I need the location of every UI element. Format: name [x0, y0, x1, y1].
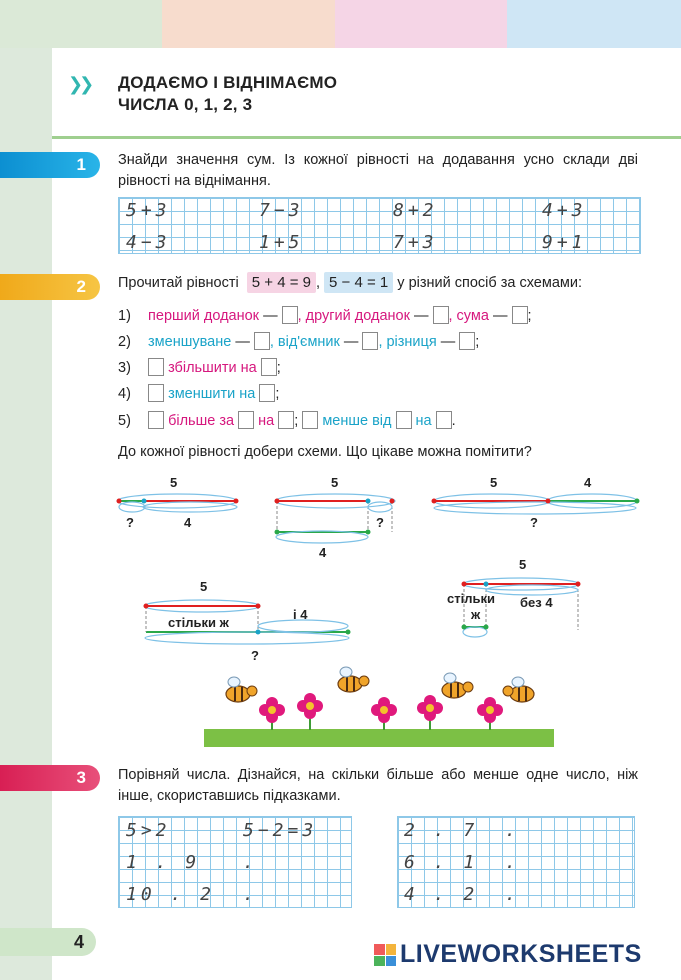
task1-r2c3: 7+3 [393, 232, 438, 253]
point [144, 604, 149, 609]
task1-r1c4: 4+3 [542, 200, 587, 221]
point [346, 630, 351, 635]
answer-box[interactable] [512, 306, 528, 324]
point [366, 499, 371, 504]
title-divider [52, 136, 681, 139]
task-number-3: 3 [0, 765, 100, 791]
bees-flowers-illustration [214, 662, 554, 732]
bracket-arc [463, 627, 487, 637]
label-bottom: 4 [319, 545, 327, 560]
point [432, 499, 437, 504]
bee-icon [338, 667, 369, 692]
task1-r1c1: 5+3 [126, 200, 171, 221]
task-number-2: 2 [0, 274, 100, 300]
page-title: ДОДАЄМО І ВІДНІМАЄМО ЧИСЛА 0, 1, 2, 3 [118, 73, 338, 114]
point [275, 530, 280, 535]
answer-box[interactable] [433, 306, 449, 324]
task2-question: До кожної рівності добери схеми. Що цікаве можна помітити? [118, 444, 532, 460]
answer-box[interactable] [278, 411, 294, 429]
flower-icon [477, 697, 503, 730]
answer-box[interactable] [436, 411, 452, 429]
task-number-1: 1 [0, 152, 100, 178]
flower-icon [417, 695, 443, 730]
label-same-1: стільки [447, 591, 495, 606]
task3-left-r2a: 1 . 9 [126, 852, 201, 873]
answer-box[interactable] [259, 384, 275, 402]
top-band-pink [335, 0, 507, 48]
task3-right-r2a: 6 . 1 [404, 852, 479, 873]
scheme-line-2: 2) зменшуване — , від'ємник — , різниця — ; [118, 334, 480, 350]
scheme-line-1: 1) перший доданок — , другий доданок — , сума — ; [118, 308, 532, 324]
label-top: 5 [170, 475, 178, 490]
point [256, 630, 261, 635]
label-top: 5 [200, 579, 208, 594]
scheme-line-5: 5) більше за на ; менше від на . [118, 413, 456, 429]
answer-box[interactable] [254, 332, 270, 350]
scheme-line-3: 3) збільшити на ; [118, 360, 281, 376]
label-top: 5 [519, 557, 527, 572]
label-minus4: без 4 [520, 595, 553, 610]
label-same-2: ж [471, 607, 481, 622]
answer-box[interactable] [282, 306, 298, 324]
equation-sum: 5 + 4 = 9 [247, 272, 316, 293]
task2-intro: Прочитай рівності 5 + 4 = 9 , 5 − 4 = 1 у різний спосіб за схемами: [118, 274, 582, 291]
answer-box[interactable] [148, 411, 164, 429]
scheme-4 [144, 579, 351, 663]
point [484, 625, 489, 630]
bee-icon [503, 677, 534, 702]
scheme-line-4: 4) зменшити на ; [118, 386, 280, 402]
task3-right-r1a: 2 . 7 [404, 820, 479, 841]
scheme-5 [447, 557, 581, 637]
point [234, 499, 239, 504]
bracket-arc [145, 632, 349, 644]
label-question: ? [530, 515, 538, 530]
schemes-diagram [100, 470, 660, 670]
task3-left-r3b: . [243, 884, 258, 905]
answer-box[interactable] [459, 332, 475, 350]
scheme-3 [432, 475, 640, 530]
equation-difference: 5 − 4 = 1 [324, 272, 393, 293]
task3-right-r3a: 4 . 2 [404, 884, 479, 905]
point [462, 625, 467, 630]
point [576, 582, 581, 587]
task1-r2c2: 1+5 [259, 232, 304, 253]
task1-r2c1: 4−3 [126, 232, 171, 253]
scheme-2 [275, 475, 396, 560]
top-band-green [0, 0, 162, 48]
task3-right-r1b: . [505, 820, 520, 841]
flower-icon [259, 697, 285, 730]
task3-left-r2b: . [243, 852, 258, 873]
point [546, 499, 551, 504]
task1-r1c3: 8+2 [393, 200, 438, 221]
top-band-peach [162, 0, 335, 48]
answer-box[interactable] [238, 411, 254, 429]
point [256, 604, 261, 609]
label-bottom: 4 [184, 515, 192, 530]
label-question: ? [251, 648, 259, 663]
answer-box[interactable] [148, 358, 164, 376]
answer-box[interactable] [396, 411, 412, 429]
answer-box[interactable] [302, 411, 318, 429]
task3-right-r3b: . [505, 884, 520, 905]
label-a: 5 [490, 475, 498, 490]
bracket-arc [143, 502, 237, 512]
left-margin [0, 48, 52, 980]
scheme-1 [117, 475, 239, 530]
task1-r2c4: 9+1 [542, 232, 587, 253]
label-same: стільки ж [168, 615, 229, 630]
label-b: 4 [584, 475, 592, 490]
label-question: ? [126, 515, 134, 530]
point [142, 499, 147, 504]
task1-r1c2: 7−3 [259, 200, 304, 221]
point [390, 499, 395, 504]
logo-icon [374, 944, 396, 966]
task3-right-r2b: . [505, 852, 520, 873]
bee-icon [442, 673, 473, 698]
point [635, 499, 640, 504]
task3-left-r1a: 5>2 [126, 820, 171, 841]
point [484, 582, 489, 587]
label-top: 5 [331, 475, 339, 490]
task3-text: Порівняй числа. Дізнайся, на скільки більше або менше одне число, ніж інше, скориставшись підказками. [118, 767, 638, 804]
task1-text: Знайди значення сум. Із кожної рівності на додавання усно склади дві рівності на віднімання. [118, 152, 638, 189]
bee-icon [226, 677, 257, 702]
point [366, 530, 371, 535]
page-number: 4 [0, 928, 96, 956]
top-band-blue [507, 0, 681, 48]
flower-icon [297, 693, 323, 730]
flower-icon [371, 697, 397, 730]
chevron-right-icon: ❯❯ [68, 74, 91, 94]
liveworksheets-logo[interactable]: LIVEWORKSHEETS [400, 940, 642, 968]
task3-left-r1b: 5−2=3 [243, 820, 318, 841]
answer-box[interactable] [362, 332, 378, 350]
point [462, 582, 467, 587]
answer-box[interactable] [261, 358, 277, 376]
task3-left-r3a: 10 . 2 [126, 884, 216, 905]
point [117, 499, 122, 504]
answer-box[interactable] [148, 384, 164, 402]
label-question: ? [376, 515, 384, 530]
point [275, 499, 280, 504]
label-plus4: і 4 [293, 607, 308, 622]
